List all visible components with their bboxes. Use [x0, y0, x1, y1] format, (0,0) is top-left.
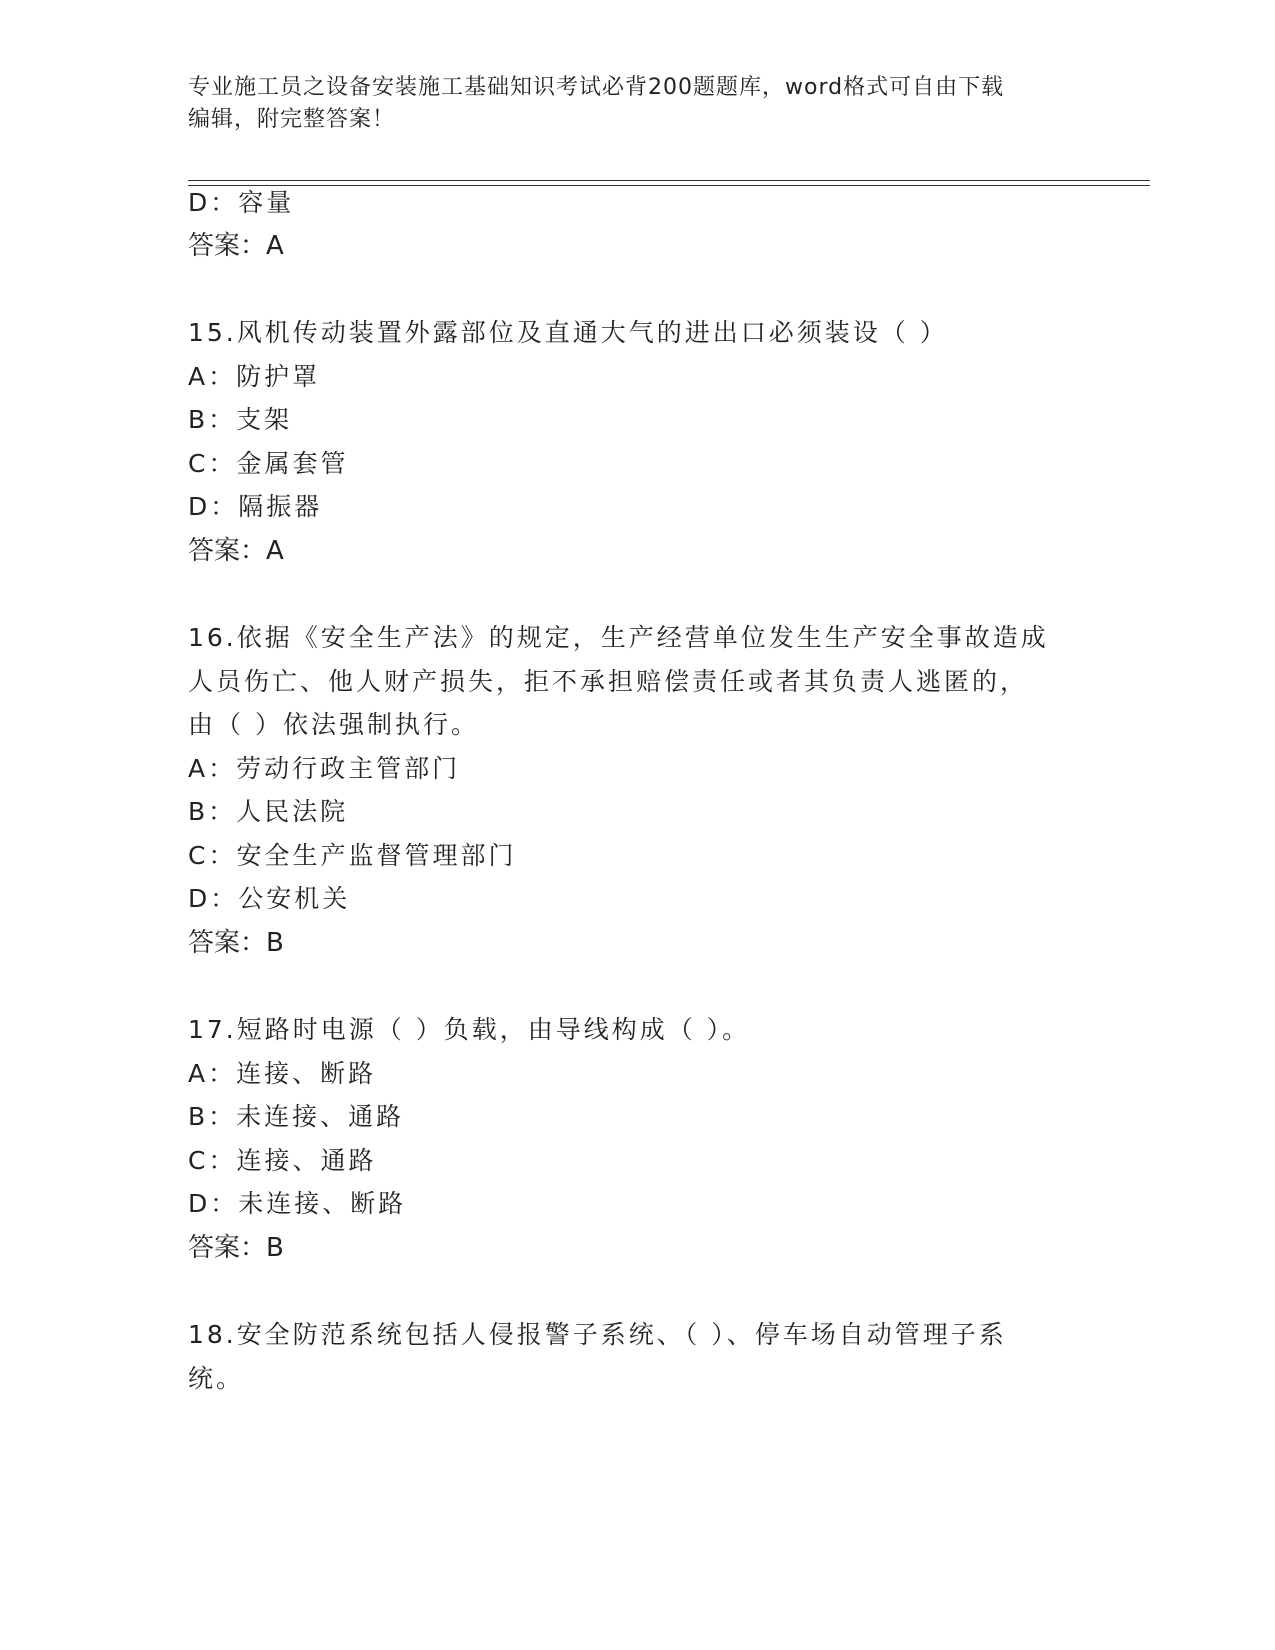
- question-18-stem-line-2: 统。: [188, 1364, 245, 1393]
- question-17-answer: 答案：B: [188, 1233, 284, 1263]
- question-15-option-b: B：支架: [188, 405, 293, 434]
- question-17-stem: 17.短路时电源（ ）负载，由导线构成（ ）。: [188, 1015, 751, 1044]
- question-16-option-b: B：人民法院: [188, 797, 349, 826]
- question-16-stem-line-2: 人员伤亡、他人财产损失，拒不承担赔偿责任或者其负责人逃匿的，: [188, 667, 1029, 696]
- question-15-option-a: A：防护罩: [188, 362, 321, 391]
- question-15-option-d: D：隔振器: [188, 492, 323, 521]
- option-d-q14: D：容量: [188, 188, 295, 217]
- answer-q14: 答案：A: [188, 231, 284, 261]
- question-16-stem-line-1: 16.依据《安全生产法》的规定，生产经营单位发生生产安全事故造成: [188, 623, 1049, 652]
- question-16-option-a: A：劳动行政主管部门: [188, 754, 461, 783]
- question-15-stem: 15.风机传动装置外露部位及直通大气的进出口必须装设（ ）: [188, 318, 948, 347]
- question-17-option-d: D：未连接、断路: [188, 1189, 407, 1218]
- question-16-answer: 答案：B: [188, 928, 284, 958]
- question-16-option-d: D：公安机关: [188, 884, 351, 913]
- header-line-1: 专业施工员之设备安装施工基础知识考试必背200题题库，word格式可自由下载: [188, 75, 1005, 100]
- question-18-stem-line-1: 18.安全防范系统包括人侵报警子系统、（ ）、停车场自动管理子系: [188, 1320, 1007, 1349]
- question-15-answer: 答案：A: [188, 536, 284, 566]
- header-divider: [188, 180, 1150, 186]
- question-16-stem-line-3: 由（ ）依法强制执行。: [188, 710, 479, 739]
- header-line-2: 编辑，附完整答案！: [188, 107, 396, 132]
- question-16-option-c: C：安全生产监督管理部门: [188, 841, 517, 870]
- question-17-option-c: C：连接、通路: [188, 1146, 377, 1175]
- question-15-option-c: C：金属套管: [188, 449, 349, 478]
- document-header: [188, 72, 1088, 136]
- question-17-option-b: B：未连接、通路: [188, 1102, 405, 1131]
- question-17-option-a: A：连接、断路: [188, 1059, 377, 1088]
